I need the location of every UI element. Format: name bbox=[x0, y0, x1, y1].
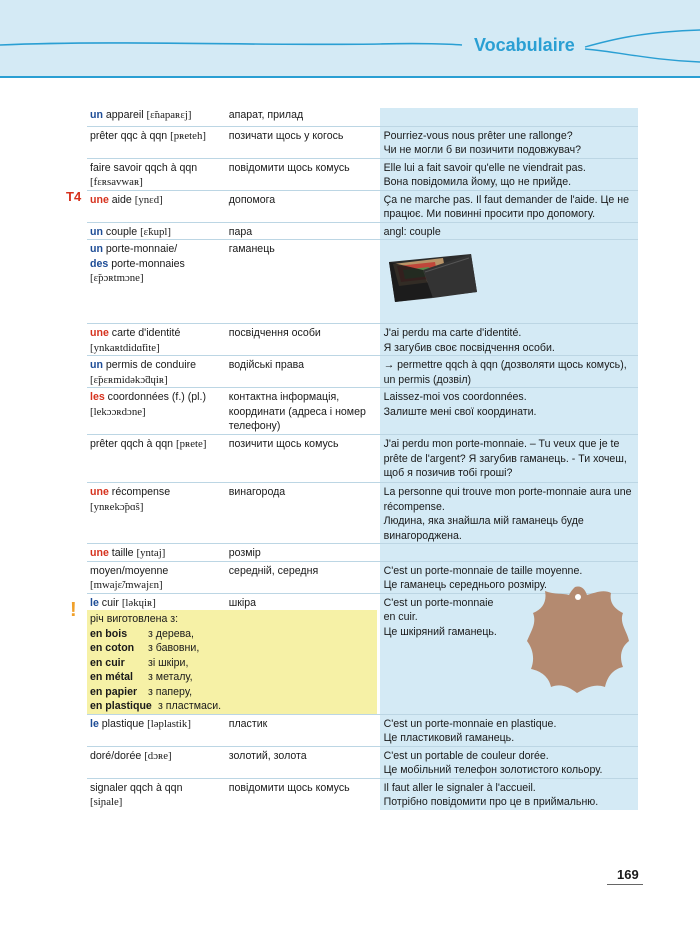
vocabulary-table bbox=[87, 108, 638, 810]
phonetic: [fɛʀsavwaʀ] bbox=[90, 176, 143, 188]
translation-cell: позичати щось у когось bbox=[228, 129, 344, 142]
header-wave-decoration bbox=[0, 0, 700, 78]
translation-cell: пара bbox=[228, 225, 253, 238]
phonetic: [mwajɛ̃/mwajɛn] bbox=[90, 579, 163, 591]
page-number-rule bbox=[607, 884, 643, 885]
term-cell: un porte-monnaie/ des porte-monnaies [ɛ̃pɔʀtmɔne] bbox=[90, 243, 185, 284]
phonetic: [pʀeteh] bbox=[170, 129, 206, 142]
term-cell: prêter qqch à qqn [pʀete] bbox=[90, 438, 207, 450]
table-row bbox=[87, 108, 638, 126]
term-cell: le cuir [ləkɥiʀ] bbox=[90, 596, 156, 609]
note-item: en papier з паперу, bbox=[90, 685, 193, 698]
example-cell: Pourriez-vous nous prêter une rallonge? Чи не могли б ви позичити подовжувач? bbox=[380, 126, 638, 158]
translation-cell: контактна інформація, координати (адреса і номер телефону) bbox=[228, 391, 366, 432]
phonetic: [lekɔɔʀdɔne] bbox=[90, 405, 146, 418]
term-cell: le plastique [ləplastik] bbox=[90, 717, 191, 730]
phonetic: [ynkaʀtdidɑ̃tite] bbox=[90, 341, 160, 354]
example-cell: → permettre qqch à qqn (дозволяти щось комусь), un permis (дозвіл) bbox=[380, 356, 638, 388]
table-row bbox=[87, 190, 638, 222]
example-cell: C'est un portable de couleur dorée. Це мобільний телефон золотистого кольору. bbox=[380, 746, 638, 778]
note-item: en plastique з пластмаси. bbox=[90, 700, 222, 712]
table-row bbox=[87, 714, 638, 746]
term-cell: une récompense [ynʀekɔ̃pɑ̃s] bbox=[90, 486, 171, 513]
phonetic: [ɛ̃kupl] bbox=[140, 225, 171, 238]
example-cell: La personne qui trouve mon porte-monnaie aura une récompense. Людина, яка знайшла мій гаманець буде винагороджена. bbox=[380, 483, 638, 544]
note-item: en métal з металу, bbox=[90, 671, 193, 683]
leather-hide-image bbox=[523, 583, 633, 695]
term-cell: moyen/moyenne [mwajɛ̃/mwajɛn] bbox=[90, 564, 169, 591]
note-item: en coton з бавовни, bbox=[90, 642, 200, 654]
table-row bbox=[87, 435, 638, 483]
term-cell: les coordonnées (f.) (pl.) [lekɔɔʀdɔne] bbox=[90, 391, 207, 418]
term-cell: faire savoir qqch à qqn [fɛʀsavwaʀ] bbox=[90, 161, 198, 188]
table-row bbox=[87, 126, 638, 158]
phonetic: [siɲale] bbox=[90, 796, 123, 808]
example-cell: Laissez-moi vos coordonnées. Залиште мені свої координати. bbox=[380, 388, 638, 435]
term-cell: prêter qqc à qqn [pʀeteh] bbox=[90, 129, 206, 142]
phonetic: [ynʀekɔ̃pɑ̃s] bbox=[90, 500, 144, 513]
note-item: en cuir зі шкіри, bbox=[90, 656, 189, 669]
term-cell: un couple [ɛ̃kupl] bbox=[90, 225, 171, 238]
table-row bbox=[87, 240, 638, 324]
translation-cell: апарат, прилад bbox=[228, 109, 304, 121]
note-title: річ виготовлена з: bbox=[90, 613, 179, 625]
example-cell bbox=[380, 108, 638, 126]
table-row bbox=[87, 356, 638, 388]
phonetic: [dɔʀe] bbox=[144, 749, 172, 762]
phonetic: [ɛ̃pɛʀmidəkɔ̃dɥiʀ] bbox=[90, 373, 168, 386]
phonetic: [ləplastik] bbox=[147, 717, 191, 730]
phonetic: [yntaj] bbox=[136, 547, 166, 559]
table-row bbox=[87, 483, 638, 544]
term-cell: signaler qqch à qqn [siɲale] bbox=[90, 781, 183, 808]
page-number: 169 bbox=[617, 867, 639, 882]
example-cell: J'ai perdu mon porte-monnaie. – Tu veux que je te prête de l'argent? Я загубив гаманець. - Ти хочеш, щоб я позичив тобі гроші? bbox=[380, 435, 638, 483]
translation-cell: позичити щось комусь bbox=[228, 438, 339, 450]
translation-cell: золотий, золота bbox=[228, 749, 307, 762]
phonetic: [pʀete] bbox=[176, 438, 207, 450]
section-title: Vocabulaire bbox=[474, 35, 575, 55]
example-cell: angl: couple bbox=[380, 222, 638, 240]
table-row bbox=[87, 388, 638, 435]
material-note-box bbox=[87, 610, 377, 714]
table-row bbox=[87, 544, 638, 562]
translation-cell: повідомити щось комусь bbox=[228, 161, 350, 174]
translation-cell: розмір bbox=[228, 547, 261, 559]
example-cell: C'est un porte-monnaie en cuir. Це шкіряний гаманець. bbox=[380, 593, 638, 714]
translation-cell: водійські права bbox=[228, 359, 305, 371]
term-cell: une aide [ynɛd] bbox=[90, 193, 163, 206]
translation-cell: пластик bbox=[228, 717, 268, 730]
translation-cell: допомога bbox=[228, 193, 276, 206]
translation-cell: повідомити щось комусь bbox=[228, 781, 350, 794]
term-cell: un permis de conduire [ɛ̃pɛʀmidəkɔ̃dɥiʀ] bbox=[90, 359, 196, 386]
translation-cell: шкіра bbox=[228, 596, 257, 609]
translation-cell: гаманець bbox=[228, 243, 275, 255]
term-cell: un appareil [ɛ̃napaʀɛj] bbox=[90, 109, 192, 121]
table-row bbox=[87, 222, 638, 240]
track-marker-t4: T4 bbox=[66, 189, 82, 204]
example-cell bbox=[380, 544, 638, 562]
example-cell: C'est un porte-monnaie en plastique. Це пластиковий гаманець. bbox=[380, 714, 638, 746]
table-row bbox=[87, 746, 638, 778]
table-row bbox=[87, 158, 638, 190]
example-cell: Elle lui a fait savoir qu'elle ne viendrait pas. Вона повідомила йому, що не прийде. bbox=[380, 158, 638, 190]
example-cell: J'ai perdu ma carte d'identité. Я загубив своє посвідчення особи. bbox=[380, 324, 638, 356]
phonetic: [ɛ̃napaʀɛj] bbox=[146, 109, 192, 121]
table-row bbox=[87, 778, 638, 810]
phonetic: [ləkɥiʀ] bbox=[121, 596, 156, 609]
term-cell: une taille [yntaj] bbox=[90, 547, 166, 559]
header-band bbox=[0, 0, 700, 78]
table-row bbox=[87, 324, 638, 356]
example-cell: Il faut aller le signaler à l'accueil. Потрібно повідомити про це в приймальню. bbox=[380, 778, 638, 810]
translation-cell: середній, середня bbox=[228, 564, 319, 577]
term-cell: doré/dorée [dɔʀe] bbox=[90, 749, 172, 762]
note-item: en bois з дерева, bbox=[90, 627, 195, 640]
translation-cell: посвідчення особи bbox=[228, 327, 321, 339]
term-cell: une carte d'identité [ynkaʀtdidɑ̃tite] bbox=[90, 327, 181, 354]
phonetic: [ɛ̃pɔʀtmɔne] bbox=[90, 272, 144, 284]
example-cell: Ça ne marche pas. Il faut demander de l'aide. Це не працює. Ми повинні просити про допомогу. bbox=[380, 190, 638, 222]
example-cell: C'est un porte-monnaie de taille moyenne. Це гаманець середнього розміру. bbox=[380, 561, 638, 593]
translation-cell: винагорода bbox=[228, 486, 286, 498]
exclamation-icon: ! bbox=[70, 599, 77, 621]
wallet-image bbox=[383, 240, 481, 308]
phonetic: [ynɛd] bbox=[134, 193, 163, 206]
